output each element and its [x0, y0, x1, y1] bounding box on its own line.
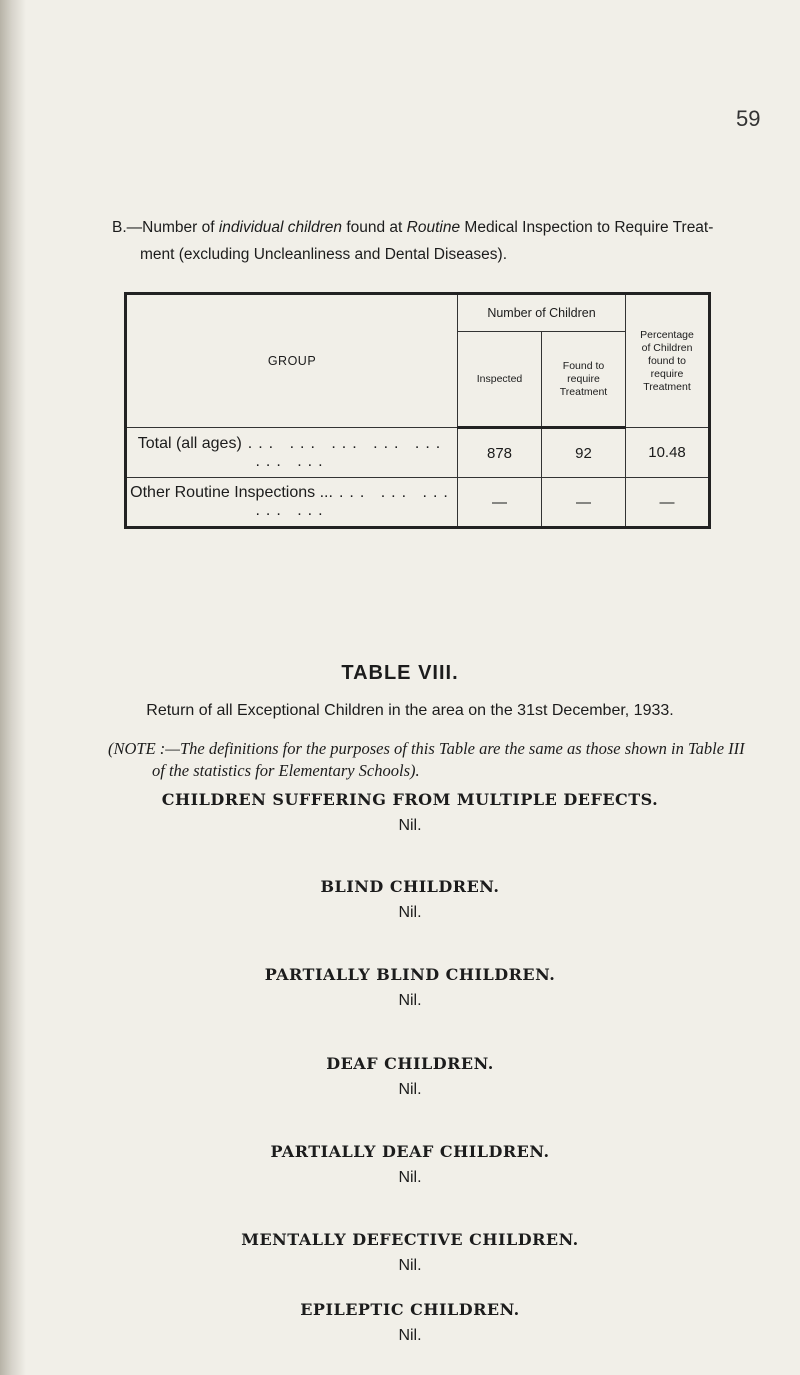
section-value: Nil.	[398, 992, 422, 1009]
treatment-table-container	[124, 292, 708, 529]
definitions-note	[108, 738, 748, 782]
section-title: CHILDREN SUFFERING FROM MULTIPLE DEFECTS.	[161, 790, 659, 809]
section-title: DEAF CHILDREN.	[326, 1054, 494, 1073]
found-header	[542, 332, 626, 428]
mentally-defective-section	[0, 1230, 800, 1275]
heading-italic-routine: Routine	[406, 219, 461, 236]
section-title: MENTALLY DEFECTIVE CHILDREN.	[241, 1230, 579, 1249]
percentage-header-line: Percentage	[640, 328, 694, 341]
percentage-header-line: of Children	[641, 341, 693, 354]
row-label	[126, 478, 458, 528]
section-title: PARTIALLY DEAF CHILDREN.	[270, 1142, 550, 1161]
heading-line2: ment (excluding Uncleanliness and Dental Diseases).	[140, 246, 508, 263]
section-title: BLIND CHILDREN.	[320, 877, 500, 896]
deaf-children-section	[0, 1054, 800, 1099]
partially-deaf-section	[0, 1142, 800, 1187]
section-value: Nil.	[398, 1327, 422, 1344]
percentage-header-line: require	[650, 367, 684, 380]
row-label-text: Other Routine Inspections ...	[130, 484, 333, 501]
treatment-table	[124, 292, 711, 529]
found-header-line: Treatment	[559, 385, 608, 398]
percentage-cell: —	[626, 478, 710, 528]
row-label-text: Total (all ages)	[137, 434, 242, 452]
inspected-header-label: Inspected	[476, 372, 523, 385]
percentage-cell: 10.48	[626, 428, 710, 478]
table-row	[126, 428, 710, 478]
found-cell: —	[542, 478, 626, 528]
row-leader-dots: ... ... ... ... ... ... ...	[247, 434, 447, 470]
section-value: Nil.	[398, 1081, 422, 1098]
partially-blind-section	[0, 965, 800, 1010]
heading-italic-individual: individual children	[218, 219, 343, 236]
table-viii-title: TABLE VIII.	[341, 662, 459, 684]
row-label	[126, 428, 458, 478]
section-value: Nil.	[398, 1169, 422, 1186]
table-row	[126, 478, 710, 528]
epileptic-children-section	[0, 1300, 800, 1345]
note-line1: (NOTE :—The definitions for the purposes of this Table are the same as those shown in Table III	[108, 739, 745, 758]
found-header-line: require	[567, 372, 600, 385]
note-line2: of the statistics for Elementary Schools).	[152, 761, 420, 780]
return-line: Return of all Exceptional Children in the area on the 31st December, 1933.	[146, 702, 674, 719]
section-value: Nil.	[398, 817, 422, 834]
percentage-header	[626, 294, 710, 428]
found-cell: 92	[542, 428, 626, 478]
section-value: Nil.	[398, 1257, 422, 1274]
section-title: EPILEPTIC CHILDREN.	[300, 1300, 520, 1319]
section-title: PARTIALLY BLIND CHILDREN.	[264, 965, 556, 984]
heading-suffix: Medical Inspection to Require Treat-	[460, 219, 714, 236]
number-of-children-header: Number of Children	[458, 294, 626, 332]
inspected-cell: —	[458, 478, 542, 528]
found-header-line: Found to	[562, 359, 605, 372]
heading-prefix: B.—Number of	[112, 219, 219, 236]
group-header: GROUP	[126, 294, 458, 428]
page-number: 59	[736, 106, 761, 131]
section-b-heading	[112, 214, 732, 268]
multiple-defects-section	[0, 790, 800, 835]
heading-middle: found at	[342, 219, 407, 236]
row-leader-dots: ... ... ... ... ...	[255, 484, 454, 519]
inspected-header	[458, 332, 542, 428]
inspected-cell: 878	[458, 428, 542, 478]
percentage-header-line: Treatment	[643, 380, 691, 393]
section-value: Nil.	[398, 904, 422, 921]
blind-children-section	[0, 877, 800, 922]
percentage-header-line: found to	[648, 354, 686, 367]
